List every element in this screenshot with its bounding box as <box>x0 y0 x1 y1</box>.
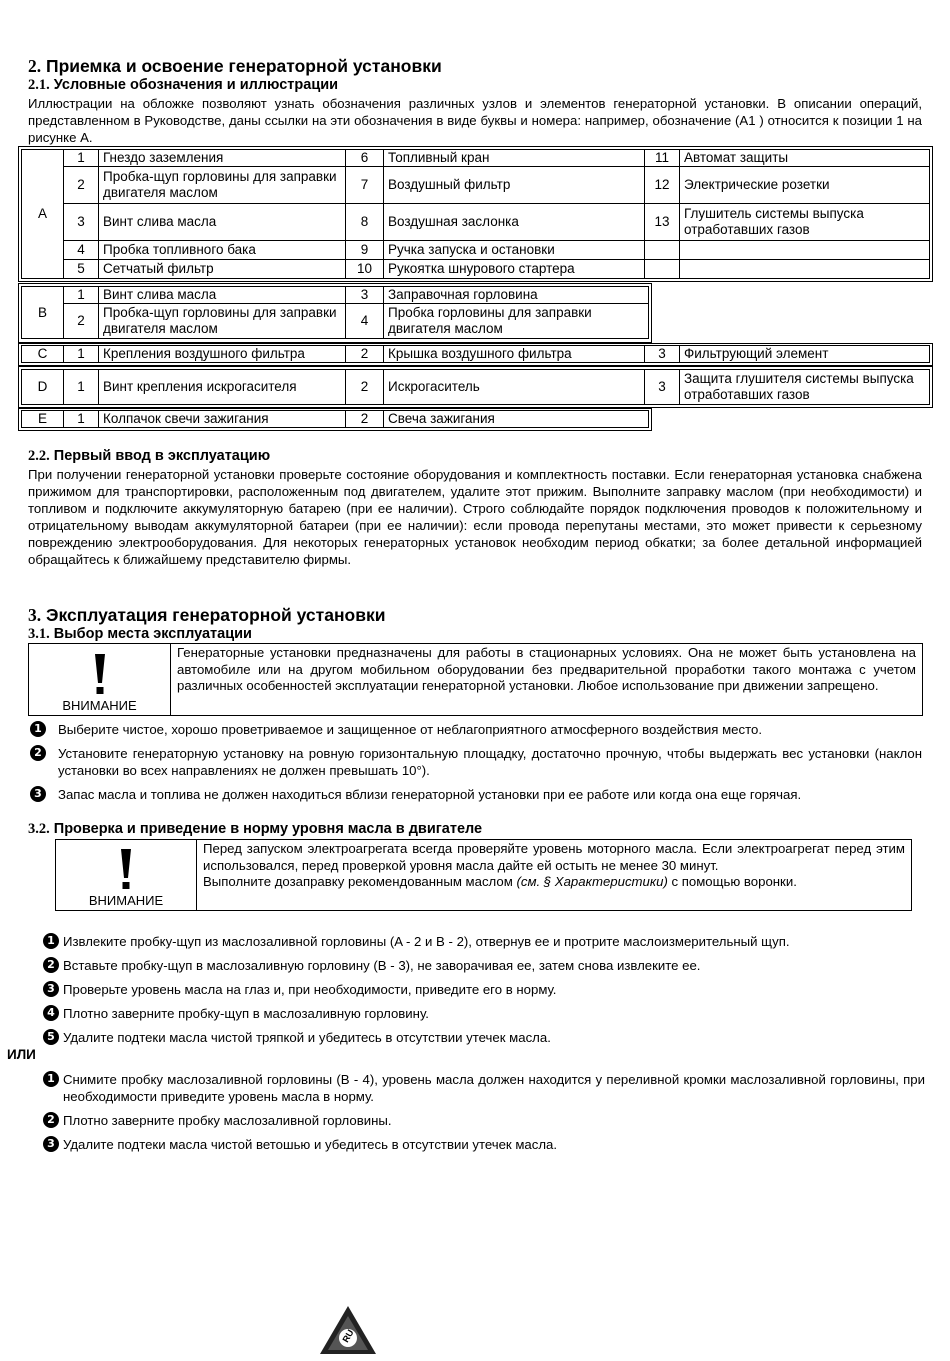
subsection-3-1-heading <box>28 626 252 643</box>
step-number-badge: 1 <box>43 933 59 949</box>
table-row <box>22 241 930 260</box>
step-number-badge: 1 <box>43 1071 59 1087</box>
reference-link-text: (см. § Характеристики) <box>516 874 668 889</box>
item-label: Свеча зажигания <box>384 411 649 428</box>
step-number-badge: 3 <box>30 786 46 802</box>
list-item <box>30 721 922 738</box>
table-row <box>22 411 649 428</box>
item-label: Винт слива масла <box>99 287 346 304</box>
legend-table-b <box>21 286 649 339</box>
figure-letter: E <box>22 411 64 428</box>
step-text: Установите генераторную установку на ровную горизонтальную площадку, достаточно прочную, чтобы выдержать вес установки (наклон установки во всех направлениях не должен превышать 10°). <box>58 746 922 778</box>
warning-text-part: с помощью воронки. <box>667 874 797 889</box>
warning-text-refill <box>203 874 905 891</box>
section-title: Эксплуатация генераторной установки <box>46 605 386 625</box>
item-number: 7 <box>346 167 384 204</box>
or-label: ИЛИ <box>7 1047 36 1062</box>
subsection-2-2-heading <box>28 448 270 465</box>
language-code: RU <box>340 1327 356 1345</box>
item-number: 2 <box>64 304 99 339</box>
item-label: Электрические розетки <box>680 167 930 204</box>
item-number: 3 <box>645 370 680 405</box>
item-label: Автомат защиты <box>680 150 930 167</box>
subsection-title: Условные обозначения и иллюстрации <box>53 77 339 93</box>
step-number-badge: 5 <box>43 1029 59 1045</box>
language-badge <box>318 1304 378 1356</box>
subsection-2-1-heading <box>28 77 338 94</box>
item-number: 2 <box>346 346 384 363</box>
step-text: Плотно заверните пробку маслозаливной горловины. <box>63 1113 392 1128</box>
item-label: Искрогаситель <box>384 370 645 405</box>
item-number: 9 <box>346 241 384 260</box>
item-number <box>645 260 680 279</box>
step-number-badge: 1 <box>30 721 46 737</box>
item-number: 12 <box>645 167 680 204</box>
item-label: Крышка воздушного фильтра <box>384 346 645 363</box>
subsection-number: 2.2. <box>28 448 50 464</box>
item-label: Винт крепления искрогасителя <box>99 370 346 405</box>
warning-marker <box>29 644 171 715</box>
step-text: Снимите пробку маслозаливной горловины (B - 4), уровень масла должен находится у переливной кромки маслозаливной горловины, при необходимости приведите уровень масла в норму. <box>63 1072 925 1104</box>
table-row <box>22 287 649 304</box>
figure-letter: B <box>22 287 64 339</box>
item-label: Пробка горловины для заправки двигателя маслом <box>384 304 649 339</box>
warning-text-part: Выполните дозаправку рекомендованным маслом <box>203 874 517 889</box>
step-text: Вставьте пробку-щуп в маслозаливную горловину (B - 3), не заворачивая ее, затем снова извлеките ее. <box>63 958 701 973</box>
table-row <box>22 167 930 204</box>
warning-content <box>197 840 911 910</box>
item-label: Воздушная заслонка <box>384 204 645 241</box>
step-number-badge: 4 <box>43 1005 59 1021</box>
item-label: Рукоятка шнурового стартера <box>384 260 645 279</box>
list-item <box>43 957 925 974</box>
subsection-3-2-heading <box>28 821 482 838</box>
step-text: Удалите подтеки масла чистой тряпкой и убедитесь в отсутствии утечек масла. <box>63 1030 551 1045</box>
section-3-heading <box>28 605 386 626</box>
table-row <box>22 150 930 167</box>
item-number: 1 <box>64 370 99 405</box>
list-item <box>43 933 925 950</box>
legend-table-a <box>21 149 930 279</box>
item-number: 2 <box>64 167 99 204</box>
warning-label: ВНИМАНИЕ <box>88 893 164 908</box>
step-number-badge: 2 <box>43 1112 59 1128</box>
step-text: Выберите чистое, хорошо проветриваемое и защищенное от неблагоприятного атмосферного воздействия место. <box>58 722 762 737</box>
item-label: Винт слива масла <box>99 204 346 241</box>
warning-box <box>28 643 923 716</box>
table-row <box>22 370 930 405</box>
warning-text: Генераторные установки предназначены для работы в стационарных условиях. Она не может быть установлена на автомобиле или на другом мобильном оборудовании без предварительной проработки такого монтажа с учетом различных особенностей эксплуатации генераторной установки. Любое использование при движении запрещено. <box>177 645 916 693</box>
warning-text: Перед запуском электроагрегата всегда проверяйте уровень моторного масла. Если электроагрегат перед этим использовался, перед проверкой уровня масла дайте ей остыть не менее 30 минут. <box>203 841 905 873</box>
legend-table-c <box>21 345 930 363</box>
figure-letter: A <box>22 150 64 279</box>
list-item <box>43 1005 925 1022</box>
legend-table-e <box>21 410 649 428</box>
item-label: Пробка топливного бака <box>99 241 346 260</box>
item-number: 8 <box>346 204 384 241</box>
item-number: 4 <box>346 304 384 339</box>
warning-label: ВНИМАНИЕ <box>62 698 137 713</box>
item-number: 10 <box>346 260 384 279</box>
warning-marker <box>56 840 197 910</box>
item-number: 1 <box>64 411 99 428</box>
item-label: Сетчатый фильтр <box>99 260 346 279</box>
item-number: 2 <box>346 370 384 405</box>
item-label <box>680 241 930 260</box>
item-label: Гнездо заземления <box>99 150 346 167</box>
table-row <box>22 304 649 339</box>
item-label: Ручка запуска и остановки <box>384 241 645 260</box>
step-number-badge: 2 <box>43 957 59 973</box>
item-label: Фильтрующий элемент <box>680 346 930 363</box>
step-text: Удалите подтеки масла чистой ветошью и убедитесь в отсутствии утечек масла. <box>63 1137 558 1152</box>
item-number: 6 <box>346 150 384 167</box>
figure-letter: D <box>22 370 64 405</box>
item-label: Глушитель системы выпуска отработавших газов <box>680 204 930 241</box>
item-number: 3 <box>64 204 99 241</box>
legend-table-d <box>21 369 930 405</box>
table-row <box>22 260 930 279</box>
subsection-title: Проверка и приведение в норму уровня масла в двигателе <box>53 821 483 837</box>
item-number: 5 <box>64 260 99 279</box>
item-number: 1 <box>64 287 99 304</box>
item-label: Воздушный фильтр <box>384 167 645 204</box>
item-number: 4 <box>64 241 99 260</box>
warning-box <box>55 839 912 911</box>
item-number: 11 <box>645 150 680 167</box>
section-2-heading <box>28 56 442 77</box>
item-number: 3 <box>645 346 680 363</box>
section-number: 2. <box>28 56 42 76</box>
figure-letter: C <box>22 346 64 363</box>
table-row <box>22 204 930 241</box>
item-number: 13 <box>645 204 680 241</box>
item-label: Пробка-щуп горловины для заправки двигателя маслом <box>99 304 346 339</box>
item-number: 3 <box>346 287 384 304</box>
subsection-title: Первый ввод в эксплуатацию <box>53 448 271 464</box>
list-item <box>43 1136 925 1153</box>
item-number: 1 <box>64 150 99 167</box>
subsection-number: 3.2. <box>28 821 50 837</box>
step-number-badge: 2 <box>30 745 46 761</box>
list-item <box>43 1029 925 1046</box>
subsection-number: 2.1. <box>28 77 50 93</box>
item-number: 1 <box>64 346 99 363</box>
first-use-paragraph: При получении генераторной установки проверьте состояние оборудования и комплектность поставки. Если генераторная установка снабжена прижимом для транспортировки, расположенным под двигателем, удалите этот прижим. Выполните заправку маслом (при необходимости) и топливом и подключите аккумуляторную батарею (при ее наличии). Строго соблюдайте порядок подключения проводов к положительному и отрицательному выводам аккумуляторной батареи (при ее наличии): если провода перепутаны местами, это может привести к серьезному повреждению электрооборудования. Для некоторых генераторных установок необходим период обкатки; за более детальной информацией обращайтесь к ближайшему представителю фирмы. <box>28 467 922 567</box>
step-number-badge: 3 <box>43 1136 59 1152</box>
step-text: Запас масла и топлива не должен находиться вблизи генераторной установки при ее работе или когда она еще горячая. <box>58 787 802 802</box>
item-label: Крепления воздушного фильтра <box>99 346 346 363</box>
item-number: 2 <box>346 411 384 428</box>
step-number-badge: 3 <box>43 981 59 997</box>
step-text: Извлеките пробку-щуп из маслозаливной горловины (A - 2 и B - 2), отвернув ее и протрите маслоизмерительный щуп. <box>63 934 790 949</box>
subsection-number: 3.1. <box>28 626 50 642</box>
exclamation-icon <box>93 652 107 698</box>
subsection-title: Выбор места эксплуатации <box>53 626 252 642</box>
item-label: Колпачок свечи зажигания <box>99 411 346 428</box>
list-item <box>30 786 922 803</box>
item-number <box>645 241 680 260</box>
list-item <box>30 745 922 779</box>
item-label: Топливный кран <box>384 150 645 167</box>
list-item <box>43 1112 925 1129</box>
step-text: Проверьте уровень масла на глаз и, при необходимости, приведите его в норму. <box>63 982 557 997</box>
section-title: Приемка и освоение генераторной установки <box>46 56 442 76</box>
item-label: Заправочная горловина <box>384 287 649 304</box>
item-label <box>680 260 930 279</box>
step-text: Плотно заверните пробку-щуп в маслозаливную горловину. <box>63 1006 429 1021</box>
list-item <box>43 981 925 998</box>
item-label: Защита глушителя системы выпуска отработавших газов <box>680 370 930 405</box>
intro-paragraph: Иллюстрации на обложке позволяют узнать обозначения различных узлов и элементов генераторной установки. В описании операций, представленном в Руководстве, даны ссылки на эти обозначения в виде буквы и номера: например, обозначение (A1 ) относится к позиции 1 на рисунке A. <box>28 96 922 145</box>
table-row <box>22 346 930 363</box>
exclamation-icon <box>119 847 133 893</box>
list-item <box>43 1071 925 1105</box>
section-number: 3. <box>28 605 42 625</box>
item-label: Пробка-щуп горловины для заправки двигателя маслом <box>99 167 346 204</box>
